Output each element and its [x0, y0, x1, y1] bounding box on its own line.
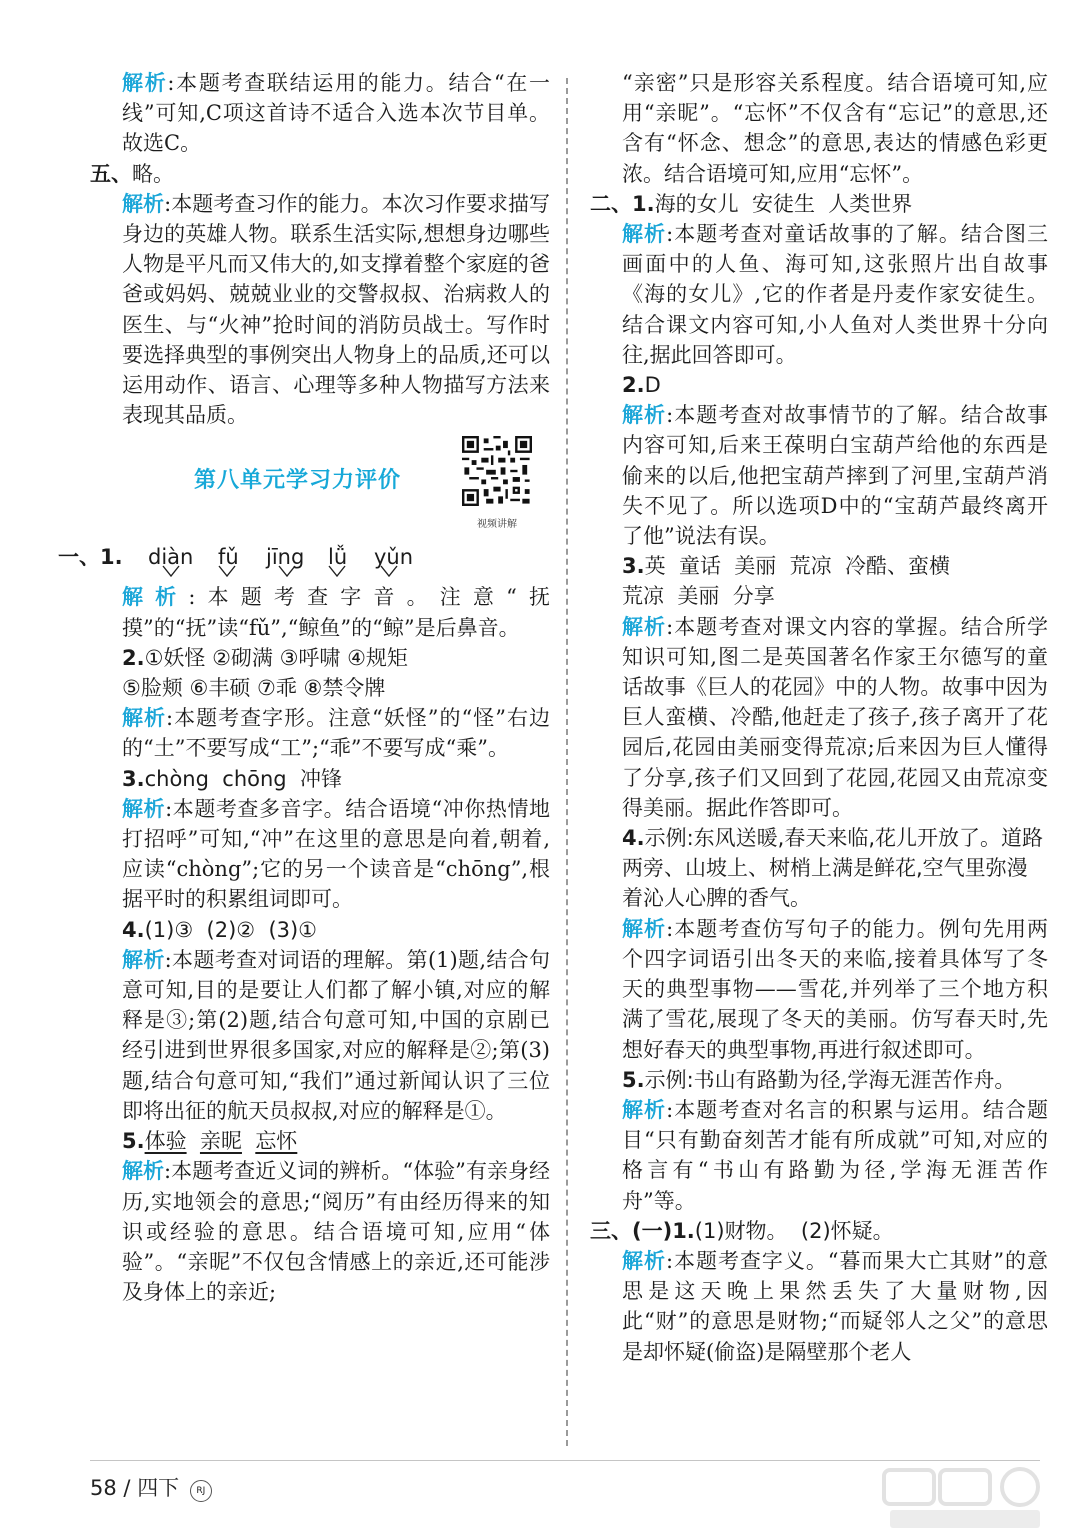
- explanation-block: [590, 400, 1048, 551]
- answer-text: 荒凉 美丽 分享: [622, 584, 775, 609]
- explanation-tag: 解析: [122, 706, 166, 731]
- answer-text: chòng chōng 冲锋: [144, 766, 342, 791]
- explanation-text: :本题考查对词语的理解。第(1)题,结合句意可知,目的是要让人们都了解小镇,对应的解释是③;第(2)题,结合句意可知,中国的京剧已经引进到世界很多国家,对应的解释是②;第(3)题,结合句意可知,“我们”通过新闻认识了三位即将出征的航天员叔叔,对应的解释是①。: [122, 947, 551, 1123]
- answer-item: [590, 1065, 1048, 1095]
- explanation-continued: [590, 68, 1048, 189]
- answer-item: [590, 581, 1048, 611]
- answer-item: [590, 370, 1048, 400]
- page-number: 58: [90, 1476, 117, 1500]
- answer-word: 亲昵: [199, 1129, 242, 1154]
- explanation-text: :本题考查习作的能力。本次习作要求描写身边的英雄人物。联系生活实际,想想身边哪些人物是平凡而又伟大的,如支撑着整个家庭的爸爸或妈妈、兢兢业业的交警叔叔、治病救人的医生、与“火神”抢时间的消防员战士。写作时要选择典型的事例突出人物身上的品质,还可以运用动作、语言、心理等多种人物描写方法来表现其品质。: [122, 191, 550, 428]
- unit-header: [90, 436, 550, 538]
- explanation-block: [90, 582, 550, 642]
- explanation-tag: 解析: [622, 222, 667, 247]
- explanation-text: :本题考查字音。注意“抚摸”的“抚”读“fǔ”,“鲸鱼”的“鲸”是后鼻音。: [122, 585, 551, 640]
- pinyin-answer: diàn: [148, 545, 194, 570]
- qr-code-icon[interactable]: [462, 436, 532, 506]
- explanation-text: :本题考查对故事情节的了解。结合故事内容可知,后来王葆明白宝葫芦给他的东西是偷来的以后,他把宝葫芦摔到了河里,宝葫芦消失不见了。所以选项D中的“宝葫芦最终离开了他”说法有误。: [622, 403, 1049, 549]
- unit-title: 第八单元学习力评价: [194, 468, 402, 494]
- explanation-block: [90, 794, 550, 915]
- answer-item: [590, 551, 1048, 581]
- question-number: 5.: [622, 1067, 645, 1092]
- explanation-block: [590, 1246, 1048, 1367]
- page-footer: [90, 1472, 212, 1502]
- explanation-tag: 解析: [622, 614, 667, 639]
- answer-text: ⑤脸颊 ⑥丰硕 ⑦乖 ⑧禁令牌: [122, 676, 386, 701]
- explanation-block: [90, 703, 550, 763]
- explanation-text: :本题考查对名言的积累与运用。结合题目“只有勤奋刻苦才能有所成就”可知,对应的格言有“书山有路勤为径,学海无涯苦作舟”等。: [622, 1097, 1049, 1213]
- answer-item: [90, 1126, 550, 1156]
- explanation-text: :本题考查对童话故事的了解。结合图三画面中的人鱼、海可知,这张照片出自故事《海的女儿》,它的作者是丹麦作家安徒生。结合课文内容可知,小人鱼对人类世界十分向往,据此回答即可。: [622, 222, 1049, 367]
- pinyin-answer: yǔn: [374, 545, 414, 570]
- explanation-block: [90, 68, 550, 159]
- answer-text: 英 童话 美丽 荒凉 冷酷、蛮横: [644, 554, 950, 579]
- explanation-text: :本题考查多音字。结合语境“冲你热情地打招呼”可知,“冲”在这里的意思是向着,朝着,应读“chòng”;它的另一个读音是“chōng”,根据平时的积累组词即可。: [122, 796, 551, 912]
- question-number: 2.: [122, 645, 145, 670]
- answer-item: [90, 673, 550, 703]
- section-answer: 略。: [132, 161, 174, 186]
- answer-item: [90, 643, 550, 673]
- explanation-text: :本题考查近义词的辨析。“体验”有亲身经历,实地领会的意思;“阅历”有由经历得来的知识或经验的意思。结合语境可知,应用“体验”。“亲昵”不仅包含情感上的亲近,还可能涉及身体上的亲近;: [122, 1159, 551, 1305]
- footer-separator: /: [123, 1476, 131, 1500]
- pinyin-answer: lǚ: [328, 545, 348, 570]
- pinyin-answer: jīng: [266, 545, 305, 570]
- explanation-tag: 解析: [122, 191, 165, 216]
- question-label: 三、(一)1.: [590, 1218, 695, 1243]
- question-label: 二、1.: [590, 191, 655, 216]
- grade-label: 四下: [137, 1476, 180, 1500]
- check-mark-icon: [380, 564, 398, 578]
- answer-text: 海的女儿 安徒生 人类世界: [654, 191, 913, 216]
- pinyin-answer: fǔ: [218, 545, 239, 570]
- qr-caption: 视频讲解: [477, 519, 517, 531]
- explanation-tag: 解析: [122, 585, 189, 610]
- footer-rule: [90, 1460, 1040, 1461]
- question-label: 一、1.: [58, 545, 123, 570]
- explanation-text: :本题考查对课文内容的掌握。结合所学知识可知,图二是英国著名作家王尔德写的童话故事《巨人的花园》中的人物。故事中因为巨人蛮横、冷酷,他赶走了孩子,孩子离开了花园后,花园由美丽变得荒凉;后来因为巨人懂得了分享,孩子们又回到了花园,花园又由荒凉变得美丽。据此作答即可。: [622, 614, 1049, 820]
- explanation-block: [590, 1095, 1048, 1216]
- answer-text: D: [644, 373, 661, 398]
- question-number: 3.: [622, 554, 645, 579]
- check-mark-icon: [328, 564, 346, 578]
- explanation-tag: 解析: [622, 403, 667, 428]
- pinyin-answer-row: [58, 542, 550, 582]
- answer-word: 体验: [144, 1129, 187, 1154]
- question-number: 5.: [122, 1129, 145, 1154]
- check-mark-icon: [218, 564, 236, 578]
- explanation-block: [90, 945, 550, 1126]
- explanation-text: :本题考查字义。“暮而果大亡其财”的意思是这天晚上果然丢失了大量财物,因此“财”的意思是财物;“而疑邻人之父”的意思是却怀疑(偷盗)是隔壁那个老人: [622, 1248, 1049, 1364]
- explanation-tag: 解析: [622, 1097, 667, 1122]
- watermark-logo-icon: [880, 1466, 1050, 1532]
- explanation-block: [590, 612, 1048, 823]
- explanation-block: [590, 914, 1048, 1065]
- answer-text: ①妖怪 ②砌满 ③呼啸 ④规矩: [144, 645, 408, 670]
- answer-word: 忘怀: [255, 1129, 298, 1154]
- explanation-text: :本题考查联结运用的能力。结合“在一线”可知,C项这首诗不适合入选本次节目单。故选C。: [122, 71, 550, 156]
- question-number: 3.: [122, 766, 145, 791]
- answer-text: 示例:东风送暖,春天来临,花儿开放了。道路两旁、山坡上、树梢上满是鲜花,空气里弥漫着沁人心脾的香气。: [622, 826, 1044, 911]
- answer-item: [90, 915, 550, 945]
- explanation-tag: 解析: [622, 1248, 666, 1273]
- explanation-tag: 解析: [122, 1159, 165, 1184]
- explanation-tag: 解析: [622, 916, 667, 941]
- right-column: [590, 68, 1048, 1367]
- explanation-text: :本题考查字形。注意“妖怪”的“怪”右边的“土”不要写成“工”;“乖”不要写成“乘”。: [122, 706, 550, 761]
- question-number: 4.: [122, 917, 145, 942]
- answer-text: (1)财物。 (2)怀疑。: [694, 1218, 894, 1243]
- explanation-block: [590, 219, 1048, 370]
- answer-text: (1)③ (2)② (3)①: [144, 917, 318, 942]
- check-mark-icon: [278, 564, 296, 578]
- answer-item: [590, 823, 1048, 914]
- section-label: 五、: [90, 161, 132, 186]
- explanation-tag: 解析: [122, 796, 166, 821]
- answer-text: 示例:书山有路勤为径,学海无涯苦作舟。: [644, 1067, 1016, 1092]
- explanation-tag: 解析: [122, 71, 168, 95]
- question-number: 4.: [622, 826, 645, 851]
- explanation-text: “亲密”只是形容关系程度。结合语境可知,应用“亲昵”。“忘怀”不仅含有“忘记”的意思,还含有“怀念、想念”的意思,表达的情感色彩更浓。结合语境可知,应用“忘怀”。: [622, 71, 1048, 186]
- explanation-block: [90, 189, 550, 431]
- section-2: [590, 189, 1048, 219]
- left-column: [58, 68, 551, 1307]
- explanation-block: [90, 1156, 550, 1307]
- question-number: 2.: [622, 373, 645, 398]
- check-mark-icon: [162, 564, 180, 578]
- section-5: [90, 159, 550, 189]
- explanation-tag: 解析: [122, 947, 165, 972]
- column-divider: [566, 78, 568, 1446]
- edition-badge-icon: RJ: [190, 1480, 212, 1502]
- explanation-text: :本题考查仿写句子的能力。例句先用两个四字词语引出冬天的来临,接着具体写了冬天的典型事物——雪花,并列举了三个地方积满了雪花,展现了冬天的美丽。仿写春天时,先想好春天的典型事物,再进行叙述即可。: [622, 916, 1049, 1062]
- section-3: [590, 1216, 1048, 1246]
- answer-item: [90, 764, 550, 794]
